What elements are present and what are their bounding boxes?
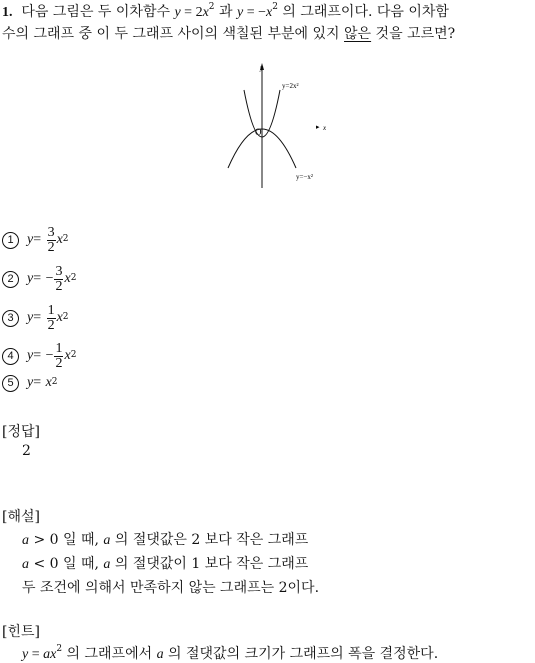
math-var: a (22, 557, 29, 572)
question-line-2 (2, 24, 455, 45)
math-op: = (28, 647, 44, 662)
denominator: 2 (55, 355, 63, 371)
hint-text: 의 절댓값의 크기가 그래프의 폭을 결정한다. (163, 646, 439, 662)
math-var: x (64, 348, 71, 363)
math-var: y (27, 310, 34, 325)
question-number: 1. (2, 5, 13, 20)
math-op: = − (243, 5, 266, 20)
hint-line (22, 643, 438, 663)
answer-value: 2 (22, 443, 31, 459)
fraction (54, 342, 63, 371)
math-var: x (265, 5, 273, 20)
y-axis-label: y (260, 64, 264, 72)
math-var: x (50, 647, 57, 662)
answer-label: [정답] (2, 424, 40, 440)
math-var: y (27, 348, 34, 363)
math-var: y (27, 271, 34, 286)
fraction (47, 226, 56, 255)
math-var: y (27, 232, 34, 247)
question-text: 다음 그림은 두 이차함수 (21, 4, 175, 20)
question-line-1 (2, 2, 449, 23)
math-op: = 2 (180, 5, 203, 20)
hint-text: 의 그래프에서 (62, 646, 157, 662)
numerator: 3 (55, 263, 63, 279)
underlined-word: 않은 (344, 26, 372, 42)
choice-2[interactable]: 2 y = − $\frac{3}{2}$ x $^2$ (2, 262, 76, 296)
math-exp: 2 (56, 644, 63, 655)
x-axis-arrow-icon: ▸ (316, 123, 320, 131)
math-var: y (27, 375, 34, 390)
explanation-text: 의 절댓값은 2 보다 작은 그래프 (110, 532, 309, 548)
hint-label: [힌트] (2, 624, 40, 640)
choice-marker: 2 (2, 271, 19, 288)
math-var: x (45, 375, 52, 390)
math-var: y (236, 5, 244, 20)
math-var: y (22, 647, 29, 662)
math-exp: 2 (272, 2, 278, 13)
explanation-label: [해설] (2, 509, 40, 525)
question-text: 것을 고르면? (371, 26, 456, 42)
choice-5[interactable]: 5 y = x $^2$ (2, 368, 58, 398)
math-var: a (22, 533, 29, 548)
math-exp: 2 (208, 2, 215, 13)
question-text: 의 그래프이다. 다음 이차함 (277, 4, 449, 20)
numerator: 1 (47, 302, 55, 318)
denominator: 2 (55, 278, 63, 294)
denominator: 2 (47, 239, 55, 255)
parabola-graph (222, 60, 342, 190)
lower-curve-label: y=−x² (296, 173, 313, 181)
explanation-text: < 0 일 때, (29, 556, 104, 572)
math-op: = (33, 375, 42, 390)
question-text: 과 (214, 4, 237, 20)
explanation-line-1 (22, 529, 308, 549)
numerator: 3 (47, 224, 55, 240)
math-var: a (103, 557, 111, 572)
explanation-line-3: 두 조건에 의해서 만족하지 않는 그래프는 2이다. (22, 580, 320, 596)
math-op: = (33, 232, 42, 247)
x-axis-label: x (323, 124, 327, 132)
numerator: 1 (55, 340, 63, 356)
math-var: x (56, 232, 63, 247)
math-var: a (156, 647, 164, 662)
math-op: = (33, 310, 42, 325)
explanation-line-2 (22, 553, 308, 573)
choice-marker: 4 (2, 348, 19, 365)
math-var: a (103, 533, 111, 548)
math-var: x (64, 271, 71, 286)
math-op: = (33, 271, 42, 286)
math-sign: − (45, 348, 54, 363)
choice-marker: 5 (2, 375, 19, 392)
math-var: x (202, 5, 209, 20)
math-var: x (56, 310, 63, 325)
math-var: y (174, 5, 181, 20)
origin-label: O (255, 127, 262, 137)
choice-4[interactable]: 4 y = − $\frac{1}{2}$ x $^2$ (2, 339, 76, 373)
math-op: = (33, 348, 42, 363)
choice-1[interactable]: 1 y = $\frac{3}{2}$ x $^2$ (2, 223, 69, 257)
choice-marker: 3 (2, 310, 19, 327)
math-sign: − (45, 271, 54, 286)
explanation-text: > 0 일 때, (29, 532, 104, 548)
question-text: 수의 그래프 중 이 두 그래프 사이의 색칠된 부분에 있지 (2, 26, 345, 42)
math-var: a (43, 647, 51, 662)
fraction (54, 265, 63, 294)
denominator: 2 (47, 317, 55, 333)
upper-curve-label: y=2x² (282, 82, 299, 90)
explanation-text: 의 절댓값이 1 보다 작은 그래프 (110, 556, 309, 572)
choice-3[interactable]: 3 y = $\frac{1}{2}$ x $^2$ (2, 301, 69, 335)
fraction (47, 304, 56, 333)
choice-marker: 1 (2, 232, 19, 249)
